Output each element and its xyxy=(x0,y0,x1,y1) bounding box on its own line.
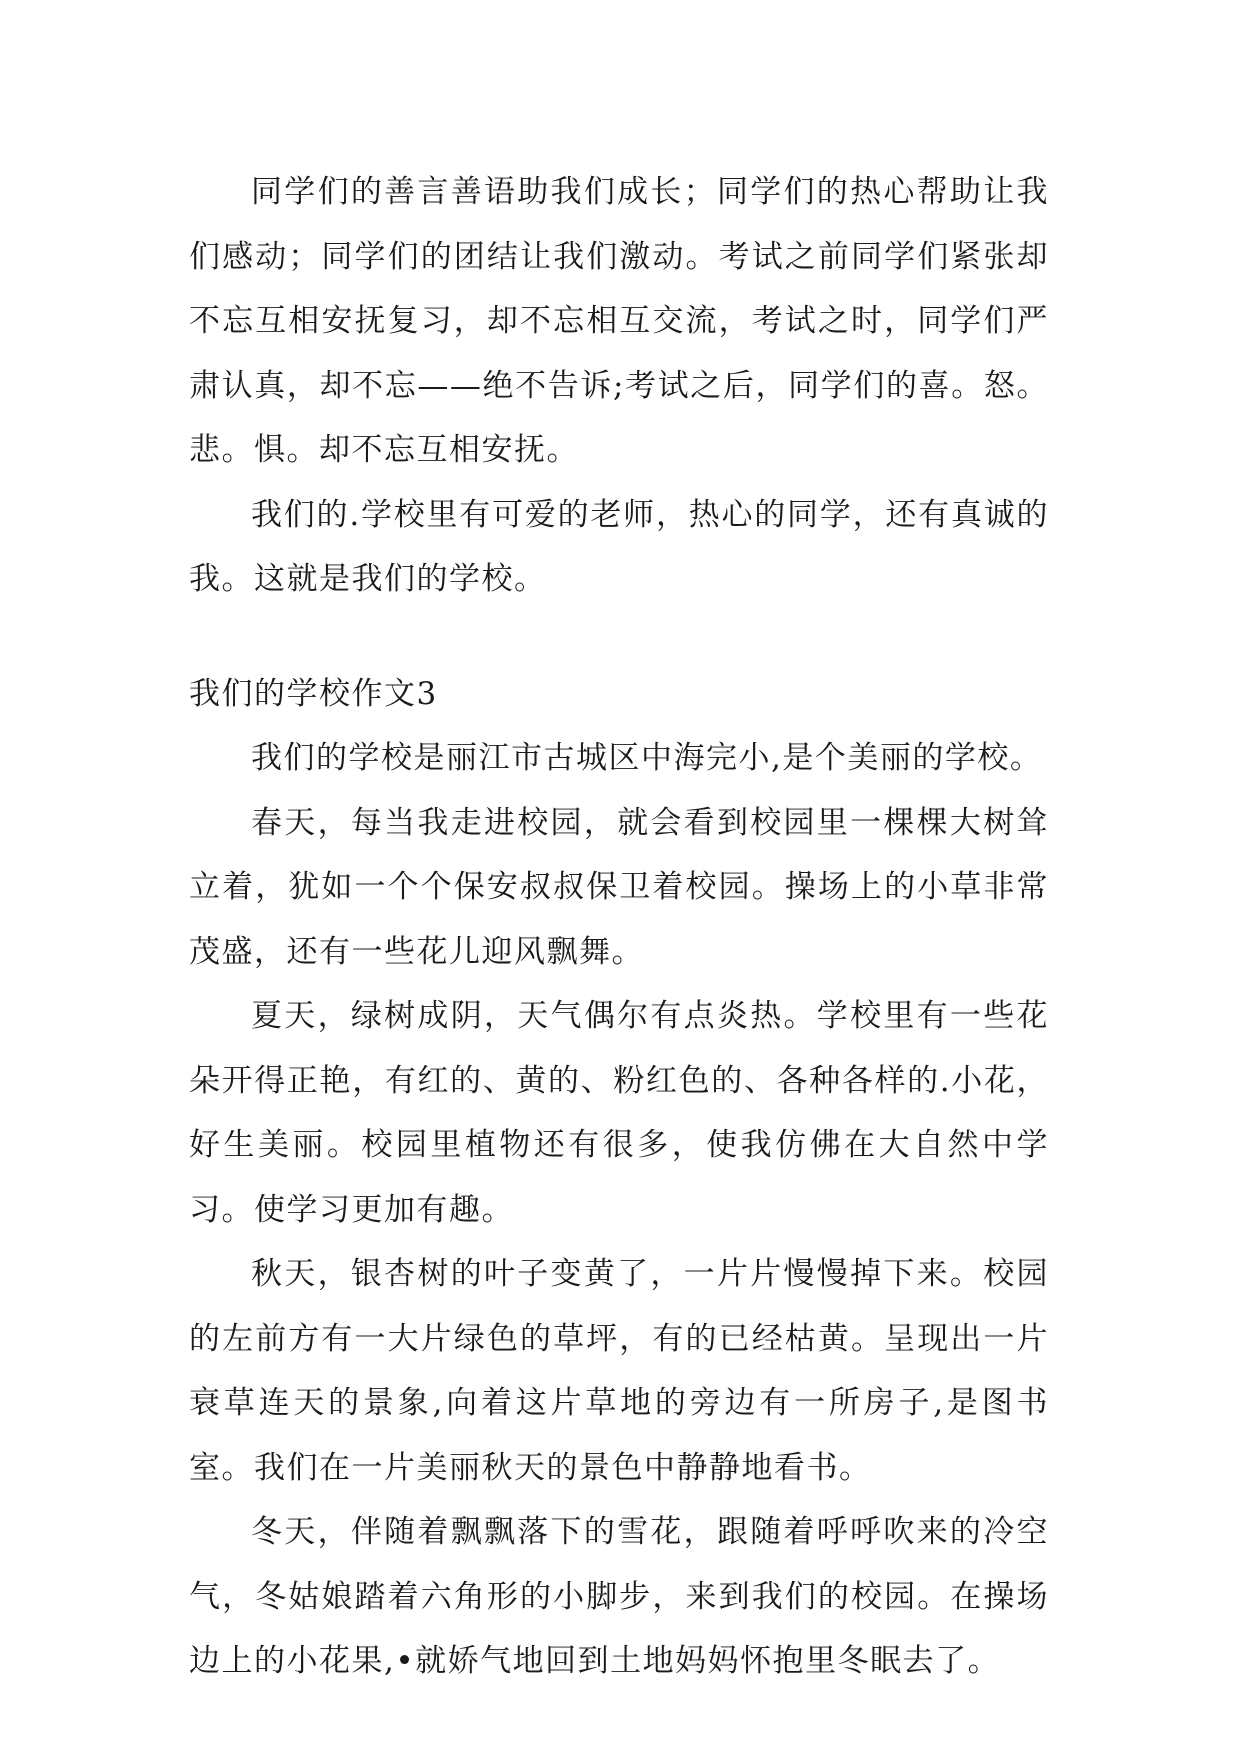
paragraph-classmates: 同学们的善言善语助我们成长；同学们的热心帮助让我们感动；同学们的团结让我们激动。考试之前同学们紧张却不忘互相安抚复习，却不忘相互交流，考试之时，同学们严肃认真，却不忘——绝不告诉;考试之后，同学们的喜。怒。悲。惧。却不忘互相安抚。 xyxy=(189,174,1049,468)
paragraph-our-school-summary: 我们的.学校里有可爱的老师，热心的同学，还有真诚的我。这就是我们的学校。 xyxy=(189,496,1049,597)
paragraph-summer: 夏天，绿树成阴，天气偶尔有点炎热。学校里有一些花朵开得正艳，有红的、黄的、粉红色的、各种各样的.小花，好生美丽。校园里植物还有很多，使我仿佛在大自然中学习。使学习更加有趣。 xyxy=(189,998,1049,1228)
paragraph-winter: 冬天，伴随着飘飘落下的雪花，跟随着呼呼吹来的冷空气，冬姑娘踏着六角形的小脚步，来到我们的校园。在操场边上的小花果,•就娇气地回到土地妈妈怀抱里冬眠去了。 xyxy=(189,1514,1049,1679)
document-page xyxy=(189,160,1049,1694)
section-title: 我们的学校作文3 xyxy=(189,675,438,712)
paragraph-spring: 春天，每当我走进校园，就会看到校园里一棵棵大树耸立着，犹如一个个保安叔叔保卫着校园。操场上的小草非常茂盛，还有一些花儿迎风飘舞。 xyxy=(189,804,1049,970)
paragraph-intro: 我们的学校是丽江市古城区中海完小,是个美丽的学校。 xyxy=(251,740,1043,776)
paragraph-autumn: 秋天，银杏树的叶子变黄了，一片片慢慢掉下来。校园的左前方有一大片绿色的草坪，有的已经枯黄。呈现出一片衰草连天的景象,向着这片草地的旁边有一所房子,是图书室。我们在一片美丽秋天的景色中静静地看书。 xyxy=(189,1256,1049,1486)
